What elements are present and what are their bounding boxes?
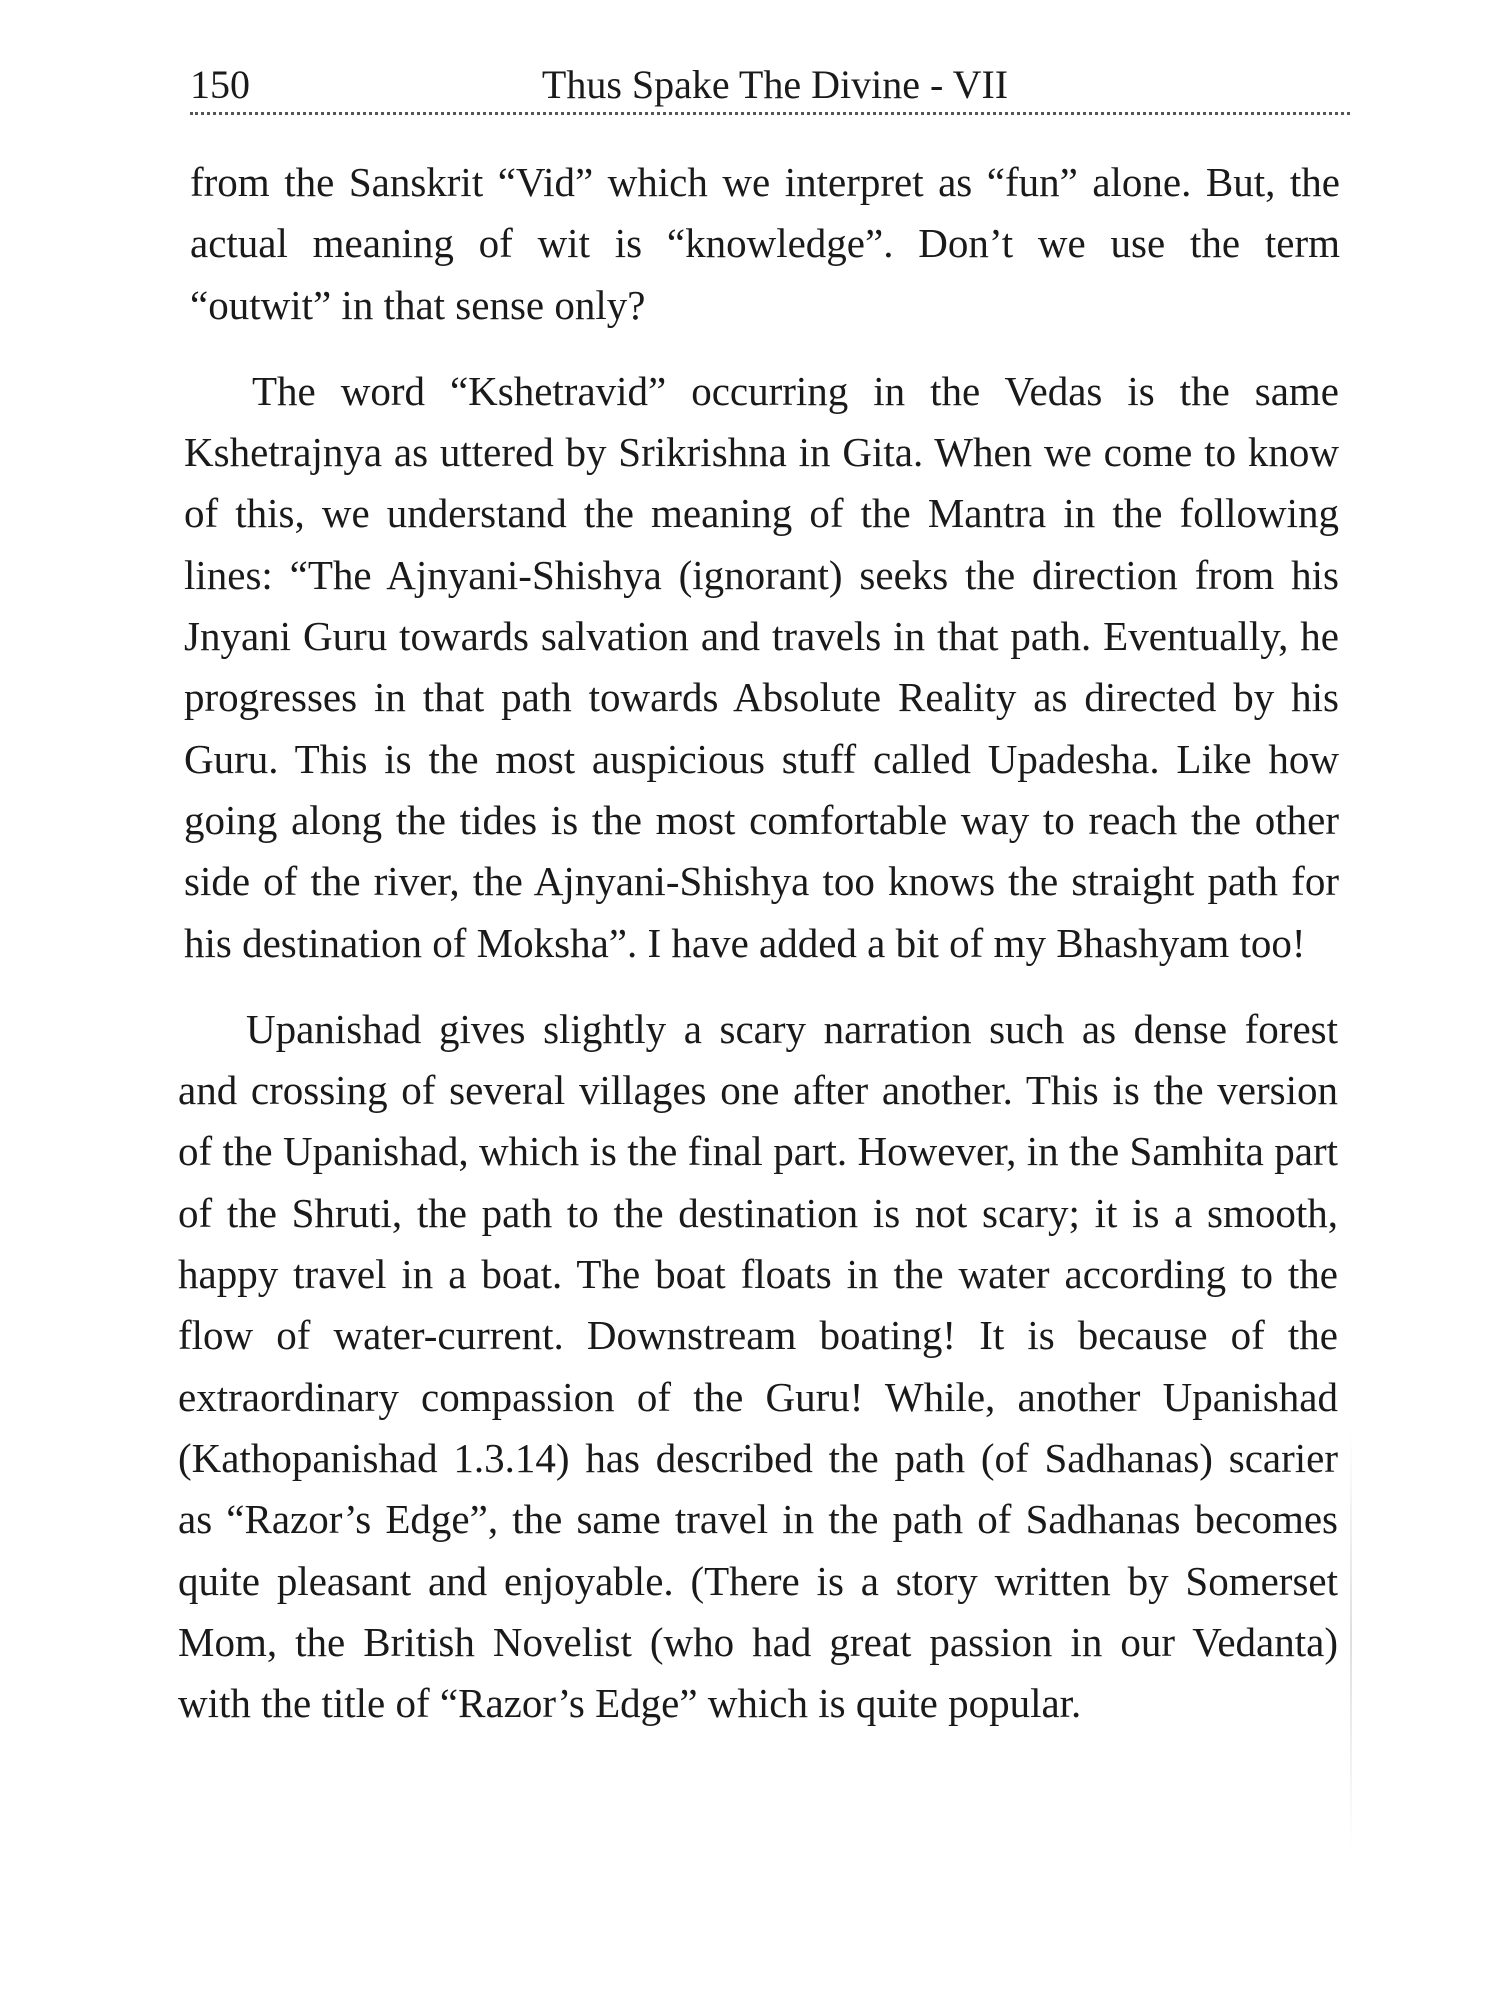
book-page (178, 0, 1348, 2000)
body-text (178, 152, 1343, 1759)
running-title: Thus Spake The Divine - VII (541, 62, 1009, 107)
paragraph-3: Upanishad gives slightly a scary narration such as dense forest and crossing of several villages one after another. This is the version of the Upanishad, which is the final part. However, in the Samhita part of the Shruti, the path to the destination is not scary; it is a smooth, happy travel in a boat. The boat floats in the water according to the flow of water-current. Downstream boating! It is because of the extraordinary compassion of the Guru! While, another Upanishad (Kathopanishad 1.3.14) has described the path (of Sadhanas) scarier as “Razor’s Edge”, the same travel in the path of Sadhanas becomes quite pleasant and enjoyable. (There is a story written by Somerset Mom, the British Novelist (who had great passion in our Vedanta) with the title of “Razor’s Edge” which is quite popular. (178, 1005, 1338, 1727)
header-dotted-rule (190, 112, 1350, 115)
page-number: 150 (190, 62, 250, 107)
paragraph-2: The word “Kshetravid” occurring in the Vedas is the same Kshetrajnya as uttered by Srikrishna in Gita. When we come to know of this, we understand the meaning of the Mantra in the following lines: “The Ajnyani-Shishya (ignorant) seeks the direction from his Jnyani Guru towards salvation and travels in that path. Eventually, he progresses in that path towards Absolute Reality as directed by his Guru. This is the most auspicious stuff called Upadesha. Like how going along the tides is the most comfortable way to reach the other side of the river, the Ajnyani-Shishya too knows the straight path for his destination of Moksha”. I have added a bit of my Bhashyam too! (184, 367, 1339, 966)
page-header (190, 58, 1350, 112)
paragraph-1: from the Sanskrit “Vid” which we interpret as “fun” alone. But, the actual meaning of wit is “knowledge”. Don’t we use the term “outwit” in that sense only? (190, 159, 1340, 328)
scan-edge-shadow (1350, 1430, 1352, 1850)
